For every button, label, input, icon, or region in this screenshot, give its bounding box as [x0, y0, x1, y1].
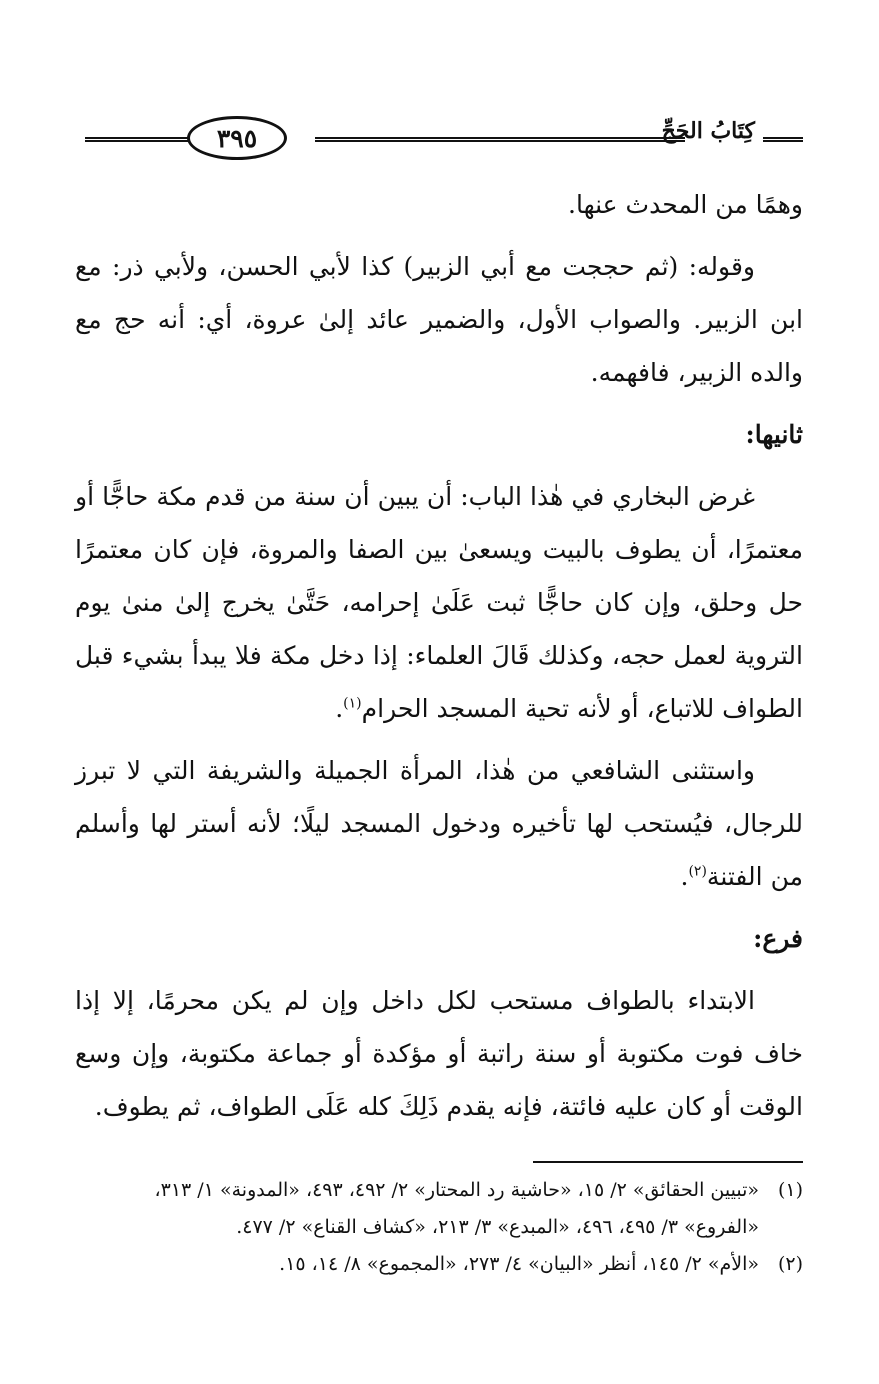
- paragraph-end: .: [335, 694, 344, 723]
- footnote: [75, 1172, 803, 1246]
- footnote-number: (٢): [777, 1253, 803, 1275]
- footnote-ref: (٢): [688, 863, 707, 880]
- footnotes: [75, 1172, 803, 1283]
- footnote: [75, 1246, 803, 1283]
- paragraph-text: واستثنى الشافعي من هٰذا، المرأة الجميلة والشريفة التي لا تبرز للرجال، فيُستحب لها تأخيره ودخول المسجد ليلًا؛ لأنه أستر لها وأسلم من الفتنة: [75, 756, 803, 891]
- section-heading: ثانيها:: [745, 420, 803, 449]
- paragraph-text: غرض البخاري في هٰذا الباب: أن يبين أن سنة من قدم مكة حاجًّا أو معتمرًا، أن يطوف بالبيت ويسعىٰ بين الصفا والمروة، فإن كان معتمرًا حل وحلق، وإن كان حاجًّا ثبت عَلَىٰ إحرامه، حَتَّىٰ يخرج إلىٰ منىٰ يوم التروية لعمل حجه، وكذلك قَالَ العلماء: إذا دخل مكة فلا يبدأ بشيء قبل الطواف للاتباع، أو لأنه تحية المسجد الحرام: [75, 482, 803, 723]
- header-rule-right: [763, 137, 803, 142]
- footnote-number: (١): [777, 1179, 803, 1201]
- header-rule-middle: [315, 137, 685, 142]
- page-header: [75, 108, 803, 170]
- section-heading: فرع:: [753, 924, 803, 953]
- paragraph: [75, 744, 803, 903]
- paragraph: وقوله: (ثم حججت مع أبي الزبير) كذا لأبي الحسن، ولأبي ذر: مع ابن الزبير. والصواب الأول، والضمير عائد إلىٰ عروة، أي: أنه حج مع والده الزبير، فافهمه.: [75, 252, 803, 387]
- footnote-ref: (١): [343, 695, 362, 712]
- footnote-text: «تبيين الحقائق» ٢/ ١٥، «حاشية رد المحتار» ٢/ ٤٩٢، ٤٩٣، «المدونة» ١/ ٣١٣، «الفروع» ٣/ ٤٩٥، ٤٩٦، «المبدع» ٣/ ٢١٣، «كشاف القناع» ٢/ ٤٧٧.: [154, 1179, 759, 1238]
- footnote-text: «الأم» ٢/ ١٤٥، أنظر «البيان» ٤/ ٢٧٣، «المجموع» ٨/ ١٤، ١٥.: [279, 1253, 759, 1275]
- running-title: كِتَابُ الحَجِّ: [661, 118, 755, 144]
- footnote-separator: [533, 1161, 803, 1163]
- page-number: ٣٩٥: [187, 116, 287, 160]
- paragraph-end: .: [680, 862, 689, 891]
- main-text: [75, 178, 803, 1142]
- paragraph: [75, 470, 803, 735]
- paragraph: وهمًا من المحدث عنها.: [568, 190, 803, 219]
- paragraph: الابتداء بالطواف مستحب لكل داخل وإن لم يكن محرمًا، إلا إذا خاف فوت مكتوبة أو سنة راتبة أو مؤكدة أو جماعة مكتوبة، وإن وسع الوقت أو كان عليه فائتة، فإنه يقدم ذَلِكَ كله عَلَى الطواف، ثم يطوف.: [75, 986, 803, 1121]
